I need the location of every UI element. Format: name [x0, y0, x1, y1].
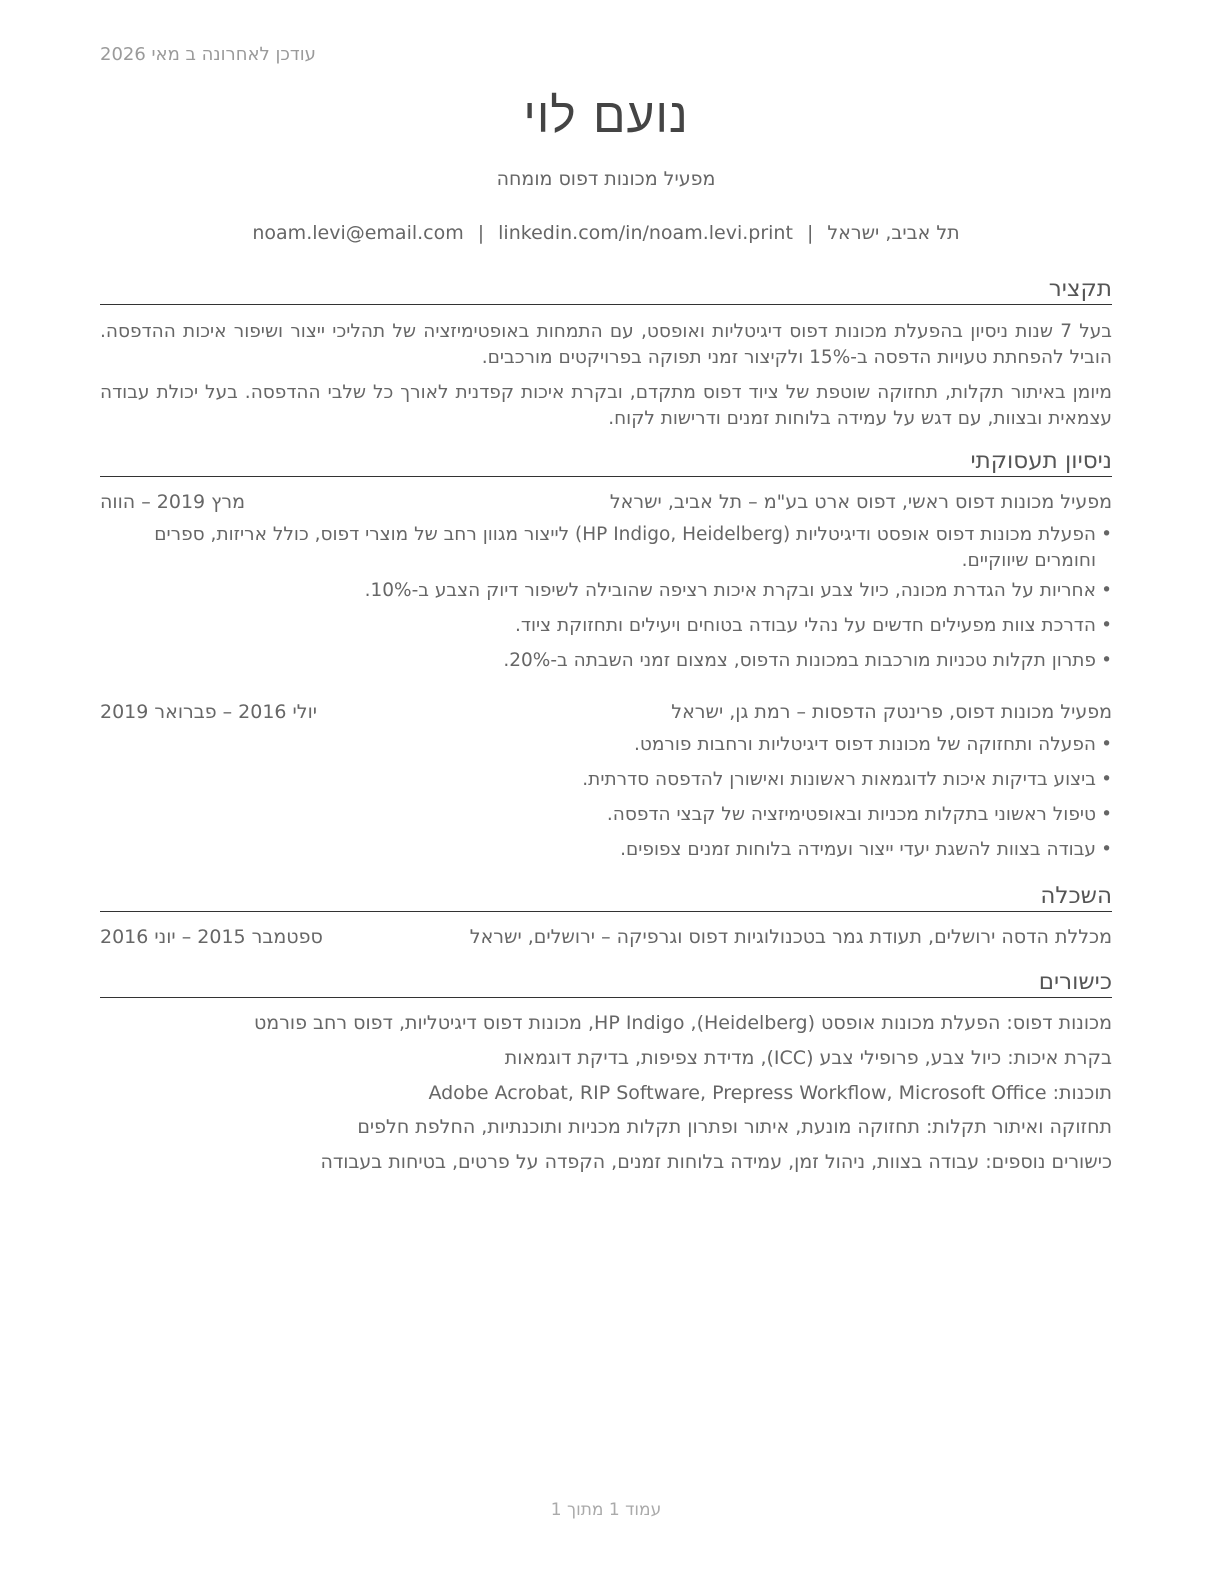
- job-dates-text: מרץ 2019 – הווה: [100, 491, 246, 513]
- linkedin-link[interactable]: linkedin.com/in/noam.levi.print: [498, 222, 793, 244]
- bullet-text: אחריות על הגדרת מכונה, כיול צבע ובקרת איכות רציפה שהובילה לשיפור דיוק הצבע ב-10%.: [364, 580, 1096, 601]
- summary-heading: תקציר: [100, 274, 1112, 305]
- list-item: [100, 613, 1112, 639]
- job-dates-text: יולי 2016 – פברואר 2019: [100, 701, 318, 723]
- list-item: [100, 578, 1112, 604]
- contact-line: [100, 222, 1112, 244]
- list-item: [100, 648, 1112, 674]
- bullet-text: פתרון תקלות טכניות מורכבות במכונות הדפוס, צמצום זמני השבתה ב-20%.: [503, 650, 1096, 671]
- education-heading: השכלה: [100, 881, 1112, 912]
- bullet-icon: •: [1101, 650, 1112, 671]
- list-item: [100, 522, 1112, 574]
- separator: |: [806, 222, 814, 244]
- bullet-text: ביצוע בדיקות איכות לדוגמאות ראשונות ואישורן להדפסה סדרתית.: [582, 769, 1096, 790]
- page-number: עמוד 1 מתוך 1: [550, 1500, 662, 1520]
- education-dates-text: ספטמבר 2015 – יוני 2016: [100, 926, 323, 948]
- skill-line: כישורים נוספים: עבודה בצוות, ניהול זמן, עמידה בלוחות זמנים, הקפדה על פרטים, בטיחות בעבודה: [320, 1151, 1112, 1173]
- bullet-text: עבודה בצוות להשגת יעדי ייצור ועמידה בלוחות זמנים צפופים.: [620, 839, 1096, 860]
- skill-line: תחזוקה ואיתור תקלות: תחזוקה מונעת, איתור ופתרון תקלות מכניות ותוכנתיות, החלפת חלפים: [357, 1116, 1112, 1138]
- list-item: [100, 732, 1112, 758]
- bullet-text: הדרכת צוות מפעילים חדשים על נהלי עבודה בטוחים ויעילים ותחזוקת ציוד.: [514, 615, 1096, 636]
- candidate-name: נועם לוי: [523, 88, 689, 144]
- job-headline: מפעיל מכונות דפוס מומחה: [496, 168, 716, 190]
- job-entry: [100, 701, 1112, 729]
- separator: |: [477, 222, 485, 244]
- last-updated: עודכן לאחרונה ב מאי 2026: [100, 44, 316, 65]
- skill-line: בקרת איכות: כיול צבע, פרופילי צבע (ICC), מדידת צפיפות, בדיקת דוגמאות: [504, 1047, 1112, 1069]
- bullet-text: הפעלה ותחזוקה של מכונות דפוס דיגיטליות ורחבות פורמט.: [633, 734, 1096, 755]
- email-link[interactable]: noam.levi@email.com: [252, 222, 464, 244]
- experience-heading: ניסיון תעסוקתי: [100, 446, 1112, 477]
- bullet-icon: •: [1101, 734, 1112, 755]
- list-item: [100, 767, 1112, 793]
- skill-line: מכונות דפוס: הפעלת מכונות אופסט (Heidelberg), HP Indigo, מכונות דפוס דיגיטליות, דפוס רחב פורמט: [253, 1012, 1112, 1034]
- bullet-icon: •: [1101, 615, 1112, 636]
- bullet-icon: •: [1101, 804, 1112, 825]
- job-entry: [100, 491, 1112, 519]
- skills-heading: כישורים: [100, 967, 1112, 998]
- bullet-icon: •: [1101, 580, 1112, 601]
- list-item: [100, 802, 1112, 828]
- list-item: [100, 837, 1112, 863]
- job-title: מפעיל מכונות דפוס ראשי, דפוס ארט בע"מ – תל אביב, ישראל: [609, 491, 1112, 513]
- summary-paragraph: מיומן באיתור תקלות, תחזוקה שוטפת של ציוד דפוס מתקדם, ובקרת איכות קפדנית לאורך כל שלבי ההדפסה. בעל יכולת עבודה עצמאית ובצוות, עם דגש על עמידה בלוחות זמנים ודרישות לקוח.: [100, 382, 1112, 429]
- bullet-icon: •: [1101, 769, 1112, 790]
- education-entry: [100, 926, 1112, 954]
- resume-page: [100, 0, 1112, 1584]
- job-dates: [100, 701, 334, 723]
- job-title: מפעיל מכונות דפוס, פרינטק הדפסות – רמת גן, ישראל: [671, 701, 1112, 723]
- education-dates: [100, 926, 334, 948]
- bullet-icon: •: [1101, 839, 1112, 860]
- summary-paragraph: בעל 7 שנות ניסיון בהפעלת מכונות דפוס דיגיטליות ואופסט, עם התמחות באופטימיזציה של תהליכי ייצור ושיפור איכות ההדפסה. הוביל להפחתת טעויות הדפסה ב-15% ולקיצור זמני תפוקה בפרויקטים מורכבים.: [100, 321, 1113, 368]
- bullet-text: טיפול ראשוני בתקלות מכניות ובאופטימיזציה של קבצי הדפסה.: [606, 804, 1096, 825]
- skill-line: תוכנות: Adobe Acrobat, RIP Software, Prepress Workflow, Microsoft Office: [428, 1082, 1112, 1104]
- job-dates: [100, 491, 334, 513]
- location-text: תל אביב, ישראל: [827, 222, 960, 244]
- education-title: מכללת הדסה ירושלים, תעודת גמר בטכנולוגיות דפוס וגרפיקה – ירושלים, ישראל: [469, 926, 1112, 948]
- bullet-text: הפעלת מכונות דפוס אופסט ודיגיטליות (HP Indigo, Heidelberg) לייצור מגוון רחב של מוצרי דפוס, כולל אריזות, ספרים וחומרים שיווקיים.: [154, 524, 1096, 571]
- bullet-icon: •: [1101, 524, 1112, 545]
